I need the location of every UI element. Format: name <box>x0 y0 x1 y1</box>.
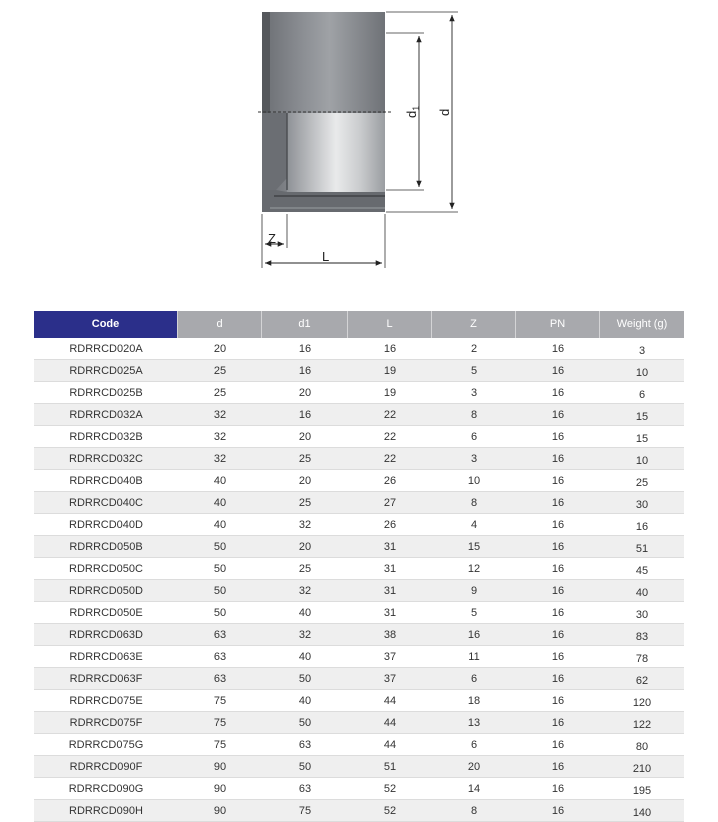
cell-code: RDRRCD090F <box>34 756 178 778</box>
cell-l: 37 <box>348 646 432 668</box>
dim-label-d: d <box>437 108 452 116</box>
cell-l: 44 <box>348 734 432 756</box>
cell-weight: 16 <box>600 514 684 536</box>
cell-d: 20 <box>178 338 262 360</box>
cell-pn: 16 <box>516 404 600 426</box>
cell-d1: 63 <box>262 778 348 800</box>
cell-d1: 20 <box>262 536 348 558</box>
cell-z: 6 <box>432 426 516 448</box>
cell-code: RDRRCD090G <box>34 778 178 800</box>
cell-code: RDRRCD032B <box>34 426 178 448</box>
cell-weight: 122 <box>600 712 684 734</box>
dim-label-l: L <box>322 249 330 264</box>
cell-d1: 40 <box>262 646 348 668</box>
cell-l: 22 <box>348 426 432 448</box>
cell-l: 19 <box>348 382 432 404</box>
cell-pn: 16 <box>516 580 600 602</box>
table-row <box>34 602 684 624</box>
table-row <box>34 580 684 602</box>
col-header-l: L <box>348 311 432 338</box>
cell-weight: 40 <box>600 580 684 602</box>
cell-pn: 16 <box>516 756 600 778</box>
cell-l: 52 <box>348 778 432 800</box>
cell-l: 31 <box>348 536 432 558</box>
cell-weight: 140 <box>600 800 684 822</box>
cell-code: RDRRCD020A <box>34 338 178 360</box>
cell-z: 12 <box>432 558 516 580</box>
table-row <box>34 470 684 492</box>
cell-l: 16 <box>348 338 432 360</box>
cell-d: 63 <box>178 624 262 646</box>
cell-d1: 20 <box>262 426 348 448</box>
cell-l: 44 <box>348 690 432 712</box>
cell-z: 8 <box>432 800 516 822</box>
cell-pn: 16 <box>516 558 600 580</box>
cell-d: 90 <box>178 800 262 822</box>
dim-label-d1: $d_1$ <box>404 105 421 118</box>
cell-code: RDRRCD063F <box>34 668 178 690</box>
cell-code: RDRRCD063D <box>34 624 178 646</box>
cell-d: 50 <box>178 602 262 624</box>
cell-weight: 83 <box>600 624 684 646</box>
cell-z: 18 <box>432 690 516 712</box>
cell-d: 25 <box>178 360 262 382</box>
table-row <box>34 426 684 448</box>
cell-d1: 32 <box>262 514 348 536</box>
col-header-d1: d1 <box>262 311 348 338</box>
cell-weight: 25 <box>600 470 684 492</box>
cell-weight: 195 <box>600 778 684 800</box>
technical-drawing <box>0 0 718 290</box>
cell-code: RDRRCD075E <box>34 690 178 712</box>
table-row <box>34 492 684 514</box>
table-row <box>34 646 684 668</box>
cell-d1: 32 <box>262 580 348 602</box>
cell-pn: 16 <box>516 800 600 822</box>
cell-weight: 30 <box>600 492 684 514</box>
cell-d1: 63 <box>262 734 348 756</box>
cell-pn: 16 <box>516 426 600 448</box>
cell-l: 37 <box>348 668 432 690</box>
cell-pn: 16 <box>516 624 600 646</box>
cell-d: 75 <box>178 734 262 756</box>
cell-d: 40 <box>178 514 262 536</box>
cell-d1: 50 <box>262 712 348 734</box>
cell-z: 8 <box>432 404 516 426</box>
cell-l: 26 <box>348 514 432 536</box>
cell-pn: 16 <box>516 646 600 668</box>
cell-code: RDRRCD025A <box>34 360 178 382</box>
cell-l: 22 <box>348 448 432 470</box>
cell-l: 51 <box>348 756 432 778</box>
cell-d: 40 <box>178 492 262 514</box>
cell-d1: 50 <box>262 668 348 690</box>
table-row <box>34 800 684 822</box>
cell-weight: 120 <box>600 690 684 712</box>
table-row <box>34 734 684 756</box>
cell-weight: 45 <box>600 558 684 580</box>
cell-code: RDRRCD050B <box>34 536 178 558</box>
cell-d: 50 <box>178 580 262 602</box>
cell-z: 6 <box>432 734 516 756</box>
cell-code: RDRRCD075G <box>34 734 178 756</box>
cell-weight: 30 <box>600 602 684 624</box>
cell-d1: 40 <box>262 690 348 712</box>
cell-pn: 16 <box>516 668 600 690</box>
cell-z: 20 <box>432 756 516 778</box>
cell-z: 8 <box>432 492 516 514</box>
col-header-z: Z <box>432 311 516 338</box>
cell-pn: 16 <box>516 448 600 470</box>
cell-l: 31 <box>348 602 432 624</box>
cell-code: RDRRCD040C <box>34 492 178 514</box>
table-body <box>34 338 684 822</box>
fitting-body <box>258 12 392 212</box>
cell-d: 25 <box>178 382 262 404</box>
cell-code: RDRRCD050E <box>34 602 178 624</box>
spec-table <box>34 311 684 822</box>
table-header-row <box>34 311 684 338</box>
table-row <box>34 690 684 712</box>
cell-d: 75 <box>178 690 262 712</box>
cell-l: 38 <box>348 624 432 646</box>
cell-d: 32 <box>178 426 262 448</box>
cell-code: RDRRCD040D <box>34 514 178 536</box>
cell-d1: 16 <box>262 338 348 360</box>
cell-l: 26 <box>348 470 432 492</box>
cell-pn: 16 <box>516 360 600 382</box>
table-row <box>34 756 684 778</box>
table-row <box>34 360 684 382</box>
cell-weight: 80 <box>600 734 684 756</box>
dim-label-z: Z <box>268 231 276 246</box>
cell-code: RDRRCD075F <box>34 712 178 734</box>
table-row <box>34 668 684 690</box>
cell-d1: 16 <box>262 404 348 426</box>
cell-z: 5 <box>432 602 516 624</box>
cell-code: RDRRCD040B <box>34 470 178 492</box>
cell-pn: 16 <box>516 690 600 712</box>
col-header-pn: PN <box>516 311 600 338</box>
cell-d: 32 <box>178 448 262 470</box>
col-header-code: Code <box>34 311 178 338</box>
cell-d: 40 <box>178 470 262 492</box>
cell-weight: 15 <box>600 404 684 426</box>
table-row <box>34 778 684 800</box>
cell-weight: 10 <box>600 360 684 382</box>
cell-l: 22 <box>348 404 432 426</box>
cell-d: 32 <box>178 404 262 426</box>
cell-code: RDRRCD090H <box>34 800 178 822</box>
cell-d1: 20 <box>262 470 348 492</box>
cell-d1: 16 <box>262 360 348 382</box>
cell-z: 14 <box>432 778 516 800</box>
table-row <box>34 712 684 734</box>
cell-pn: 16 <box>516 778 600 800</box>
cell-l: 31 <box>348 558 432 580</box>
cell-weight: 6 <box>600 382 684 404</box>
cell-z: 3 <box>432 448 516 470</box>
col-header-d: d <box>178 311 262 338</box>
cell-pn: 16 <box>516 712 600 734</box>
cell-z: 9 <box>432 580 516 602</box>
cell-d1: 25 <box>262 448 348 470</box>
cell-z: 5 <box>432 360 516 382</box>
cell-z: 10 <box>432 470 516 492</box>
cell-pn: 16 <box>516 470 600 492</box>
cell-code: RDRRCD050C <box>34 558 178 580</box>
cell-d: 90 <box>178 756 262 778</box>
cell-d: 50 <box>178 536 262 558</box>
cell-code: RDRRCD032A <box>34 404 178 426</box>
cell-z: 13 <box>432 712 516 734</box>
cell-weight: 3 <box>600 338 684 360</box>
table-row <box>34 404 684 426</box>
col-header-weight: Weight (g) <box>600 311 684 338</box>
cell-weight: 15 <box>600 426 684 448</box>
cell-code: RDRRCD025B <box>34 382 178 404</box>
cell-d: 90 <box>178 778 262 800</box>
cell-code: RDRRCD063E <box>34 646 178 668</box>
cell-z: 3 <box>432 382 516 404</box>
cell-pn: 16 <box>516 602 600 624</box>
cell-d: 75 <box>178 712 262 734</box>
cell-z: 6 <box>432 668 516 690</box>
cell-weight: 78 <box>600 646 684 668</box>
cell-d1: 32 <box>262 624 348 646</box>
table-row <box>34 382 684 404</box>
cell-l: 19 <box>348 360 432 382</box>
cell-d1: 40 <box>262 602 348 624</box>
cell-z: 15 <box>432 536 516 558</box>
cell-d1: 25 <box>262 492 348 514</box>
cell-pn: 16 <box>516 734 600 756</box>
table-row <box>34 536 684 558</box>
cell-d1: 20 <box>262 382 348 404</box>
cell-pn: 16 <box>516 536 600 558</box>
table-row <box>34 624 684 646</box>
cell-d: 50 <box>178 558 262 580</box>
cell-l: 44 <box>348 712 432 734</box>
table-row <box>34 338 684 360</box>
cell-pn: 16 <box>516 492 600 514</box>
cell-d1: 50 <box>262 756 348 778</box>
cell-code: RDRRCD032C <box>34 448 178 470</box>
cell-weight: 210 <box>600 756 684 778</box>
cell-weight: 51 <box>600 536 684 558</box>
cell-z: 2 <box>432 338 516 360</box>
cell-code: RDRRCD050D <box>34 580 178 602</box>
cell-pn: 16 <box>516 382 600 404</box>
cell-z: 16 <box>432 624 516 646</box>
cell-l: 31 <box>348 580 432 602</box>
cell-l: 52 <box>348 800 432 822</box>
cell-d1: 75 <box>262 800 348 822</box>
cell-pn: 16 <box>516 338 600 360</box>
table-row <box>34 558 684 580</box>
table-row <box>34 448 684 470</box>
cell-weight: 62 <box>600 668 684 690</box>
cell-pn: 16 <box>516 514 600 536</box>
cell-l: 27 <box>348 492 432 514</box>
cell-d: 63 <box>178 646 262 668</box>
cell-z: 11 <box>432 646 516 668</box>
cell-weight: 10 <box>600 448 684 470</box>
cell-d1: 25 <box>262 558 348 580</box>
cell-d: 63 <box>178 668 262 690</box>
table-row <box>34 514 684 536</box>
cell-z: 4 <box>432 514 516 536</box>
